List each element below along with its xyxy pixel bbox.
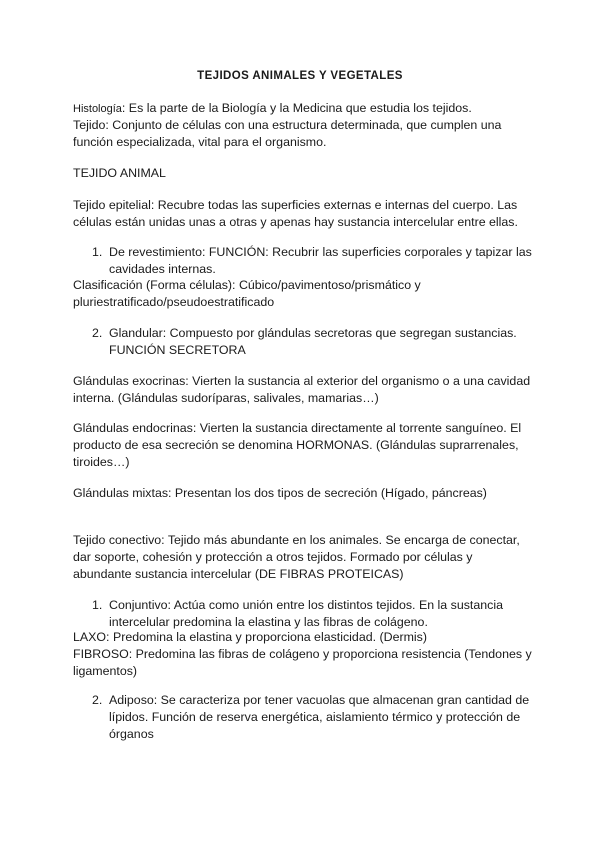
clasificacion-paragraph: Clasificación (Forma células): Cúbico/pavimentoso/prismático y pluriestratificado/pseudoestratificado bbox=[73, 278, 421, 309]
exocrinas-paragraph: Glándulas exocrinas: Vierten la sustancia al exterior del organismo o a una cavidad interna. (Glándulas sudoríparas, salivales, mamarias…) bbox=[73, 374, 531, 405]
document-title: TEJIDOS ANIMALES Y VEGETALES bbox=[197, 70, 403, 82]
tejido-definition: Tejido: Conjunto de células con una estructura determinada, que cumplen una función especializada, vital para el organismo. bbox=[73, 118, 502, 149]
histologia-paragraph bbox=[73, 100, 533, 118]
histologia-text: : Es la parte de la Biología y la Medicina que estudia los tejidos. bbox=[121, 101, 472, 115]
list-text: Adiposo: Se caracteriza por tener vacuolas que almacenan gran cantidad de lípidos. Función de reserva energética, aislamiento térmico y protección de órganos bbox=[109, 693, 530, 741]
laxo-paragraph: LAXO: Predomina la elastina y proporciona elasticidad. (Dermis) bbox=[73, 630, 427, 644]
list-item-conjuntivo bbox=[92, 597, 532, 631]
list-item-glandular bbox=[92, 325, 532, 359]
list-item-revestimiento bbox=[92, 244, 532, 278]
fibroso-paragraph: FIBROSO: Predomina las fibras de colágeno y proporciona resistencia (Tendones y ligamentos) bbox=[73, 647, 532, 678]
list-number: 2. bbox=[92, 693, 103, 707]
list-number: 1. bbox=[92, 598, 103, 612]
histologia-label: Histología bbox=[73, 103, 122, 115]
epitelial-paragraph: Tejido epitelial: Recubre todas las superficies externas e internas del cuerpo. Las células están unidas unas a otras y apenas hay sustancia intercelular entre ellas. bbox=[73, 198, 518, 229]
mixtas-paragraph: Glándulas mixtas: Presentan los dos tipos de secreción (Hígado, páncreas) bbox=[73, 486, 487, 500]
list-text: Glandular: Compuesto por glándulas secretoras que segregan sustancias. FUNCIÓN SECRETORA bbox=[109, 326, 517, 357]
section-heading-tejido-animal: TEJIDO ANIMAL bbox=[73, 166, 166, 180]
endocrinas-paragraph: Glándulas endocrinas: Vierten la sustancia directamente al torrente sanguíneo. El producto de esa secreción se denomina HORMONAS. (Glándulas suprarrenales, tiroides…) bbox=[73, 421, 522, 469]
list-text: Conjuntivo: Actúa como unión entre los distintos tejidos. En la sustancia intercelular predomina la elastina y las fibras de colágeno. bbox=[109, 598, 503, 629]
list-text: De revestimiento: FUNCIÓN: Recubrir las superficies corporales y tapizar las cavidades internas. bbox=[109, 245, 532, 276]
list-number: 2. bbox=[92, 326, 103, 340]
list-item-adiposo bbox=[92, 692, 532, 743]
list-number: 1. bbox=[92, 245, 103, 259]
conectivo-paragraph: Tejido conectivo: Tejido más abundante en los animales. Se encarga de conectar, dar soporte, cohesión y protección a otros tejidos. Formado por células y abundante sustancia intercelular (DE FIBRAS PROTEICAS) bbox=[73, 533, 520, 581]
